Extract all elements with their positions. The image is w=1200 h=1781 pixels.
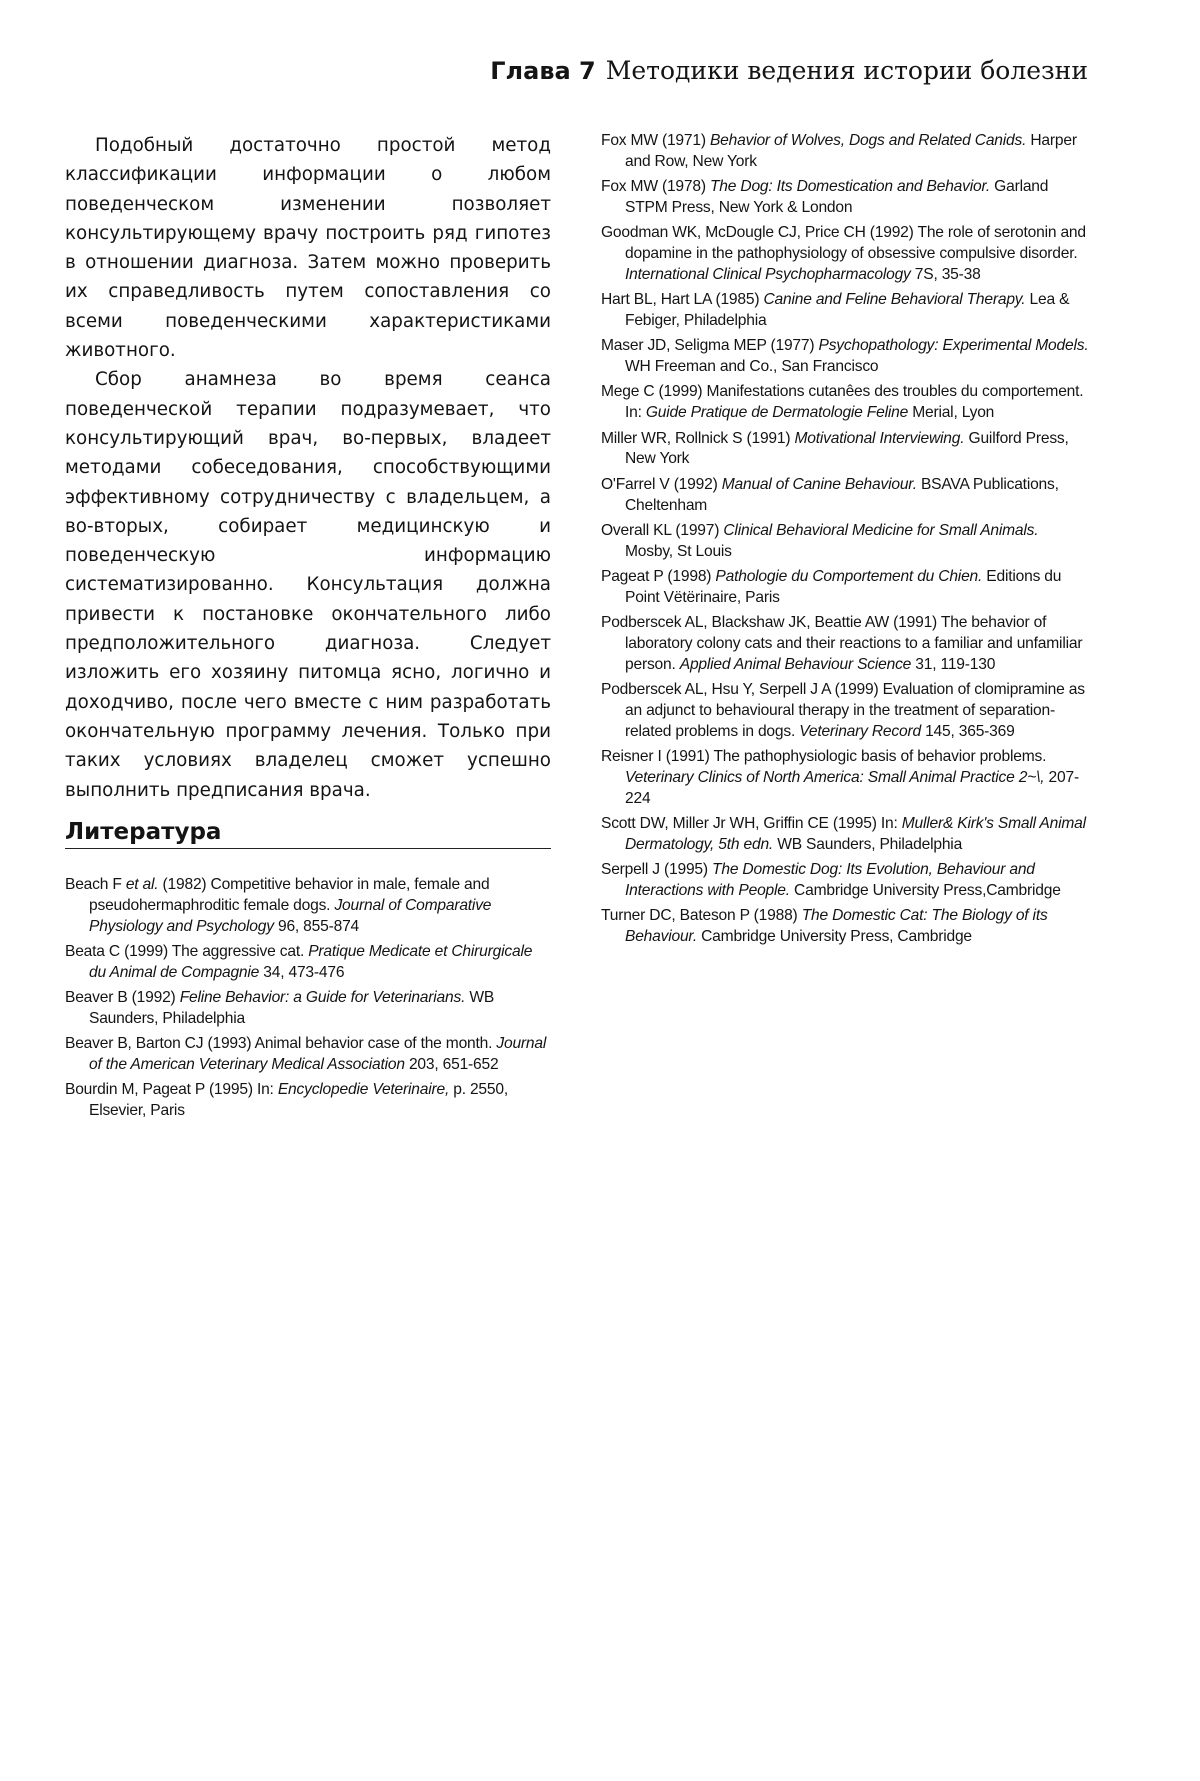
reference-entry: Podberscek AL, Blackshaw JK, Beattie AW (1991) The behavior of laboratory colony cats and their reactions to a familiar and unfamiliar person. Applied Animal Behaviour Science 31, 119-130 [601, 614, 1083, 673]
reference-entry: Goodman WK, McDougle CJ, Price CH (1992) The role of serotonin and dopamine in the pathophysiology of obsessive compulsive disorder. International Clinical Psychopharmacology 7S, 35-38 [601, 224, 1086, 284]
body-paragraph: Сбор анамнеза во время сеанса поведенческой терапии подразумевает, что консультирующий врач, во-первых, владеет методами собеседования, способствующими эффективному сотрудничеству с владельцем, а во-вторых, собирает медицинскую и поведенческую информацию систематизированно. Консультация должна привести к постановке окончательного либо предположительного диагноза. Следует изложить его хозяину питомца ясно, логично и доходчиво, после чего вместе с ним разработать окончательную программу лечения. Только при таких условиях владелец сможет успешно выполнить предписания врача. [65, 369, 551, 801]
reference-entry: Podberscek AL, Hsu Y, Serpell J A (1999) Evaluation of clomipramine as an adjunct to behavioural therapy in the treatment of separation-related problems in dogs. Veterinary Record 145, 365-369 [601, 681, 1085, 740]
reference-entry: Bourdin M, Pageat P (1995) In: Encyclopedie Veterinaire, p. 2550, Elsevier, Paris [65, 1081, 508, 1120]
reference-entry: Beaver B (1992) Feline Behavior: a Guide for Veterinarians. WB Saunders, Philadelphia [65, 988, 495, 1027]
reference-entry: Beach F et al. (1982) Competitive behavior in male, female and pseudohermaphroditic female dogs. Journal of Comparative Physiology and Psychology 96, 855-874 [65, 875, 492, 935]
reference-entry: Serpell J (1995) The Domestic Dog: Its Evolution, Behaviour and Interactions with People. Cambridge University Press,Cambridge [601, 861, 1061, 900]
reference-entry: O'Farrel V (1992) Manual of Canine Behaviour. BSAVA Publications, Cheltenham [601, 475, 1059, 514]
reference-entry: Scott DW, Miller Jr WH, Griffin CE (1995) In: Muller& Kirk's Small Animal Dermatology, 5th edn. WB Saunders, Philadelphia [601, 815, 1086, 853]
reference-entry: Turner DC, Bateson P (1988) The Domestic Cat: The Biology of its Behaviour. Cambridge University Press, Cambridge [601, 907, 1048, 946]
running-header [490, 56, 1088, 85]
reference-entry: Reisner I (1991) The pathophysiologic basis of behavior problems. Veterinary Clinics of North America: Small Animal Practice 2~\, 207-224 [601, 748, 1079, 807]
reference-entry: Maser JD, Seligma MEP (1977) Psychopathology: Experimental Models. WH Freeman and Co., San Francisco [601, 337, 1089, 376]
right-column [601, 131, 1089, 952]
reference-entry: Hart BL, Hart LA (1985) Canine and Feline Behavioral Therapy. Lea & Febiger, Philadelphia [601, 291, 1070, 330]
reference-entry: Overall KL (1997) Clinical Behavioral Medicine for Small Animals. Mosby, St Louis [601, 521, 1039, 560]
chapter-title: Методики ведения истории болезни [605, 56, 1088, 85]
reference-entry: Beata C (1999) The aggressive cat. Pratique Medicate et Chirurgicale du Animal de Compagnie 34, 473-476 [65, 942, 533, 981]
reference-entry: Fox MW (1978) The Dog: Its Domestication and Behavior. Garland STPM Press, New York & London [601, 178, 1049, 217]
body-paragraph: Подобный достаточно простой метод классификации информации о любом поведенческом изменении позволяет консультирующему врачу построить ряд гипотез в отношении диагноза. Затем можно проверить их справедливость путем сопоставления со всеми поведенческими характеристиками животного. [65, 135, 551, 362]
references-list-left [65, 875, 551, 1122]
reference-entry: Pageat P (1998) Pathologie du Comportement du Chien. Editions du Point Vëtërinaire, Paris [601, 567, 1062, 606]
reference-entry: Beaver B, Barton CJ (1993) Animal behavior case of the month. Journal of the American Veterinary Medical Association 203, 651-652 [65, 1035, 547, 1073]
reference-entry: Mege C (1999) Manifestations cutanêes des troubles du comportement. In: Guide Pratique de Dermatologie Feline Merial, Lyon [601, 383, 1084, 422]
reference-entry: Fox MW (1971) Behavior of Wolves, Dogs and Related Canids. Harper and Row, New York [601, 132, 1077, 170]
chapter-number: Глава 7 [490, 57, 596, 85]
left-column [65, 131, 551, 1126]
reference-entry: Miller WR, Rollnick S (1991) Motivational Interviewing. Guilford Press, New York [601, 429, 1069, 468]
references-heading: Литература [65, 819, 551, 849]
